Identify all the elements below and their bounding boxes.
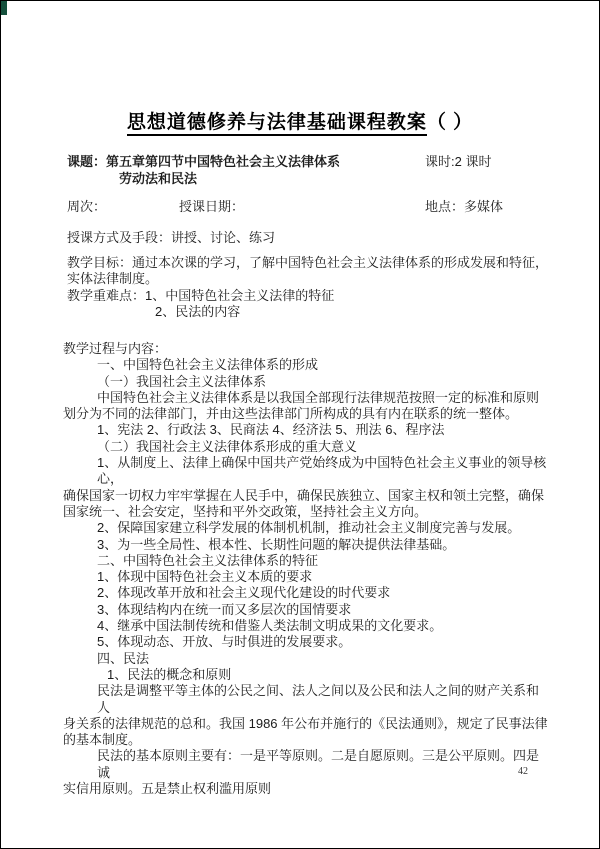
body-line: 四、民法	[97, 650, 150, 666]
date-label: 授课日期：	[179, 199, 245, 214]
topic-subtitle: 劳动法和民法	[119, 171, 198, 186]
body-line: 1、民法的概念和原则	[107, 666, 232, 682]
body-line: 教学过程与内容：	[63, 341, 168, 356]
body-line: 4、继承中国法制传统和借鉴人类法制文明成果的文化要求。	[97, 618, 443, 634]
body-line: 5、体现动态、开放、与时俱进的发展要求。	[97, 634, 352, 650]
body-line: 实信用原则。五是禁止权利滥用原则	[63, 781, 272, 797]
body-line: 2、保障国家建立科学发展的体制机机制，推动社会主义制度完善与发展。	[97, 520, 521, 536]
body-line: 国家统一、社会安定，坚持和平外交政策，坚持社会主义方向。	[63, 503, 428, 519]
document-title-underlined: 思想道德修养与法律基础课程教案	[127, 112, 427, 136]
key-points-line: 2、民法的内容	[155, 303, 241, 319]
document-title	[1, 107, 599, 134]
body-line: 身关系的法律规范的总和。我国 1986 年公布并施行的《民法通则》，规定了民事法律	[63, 715, 548, 731]
body-line: （一）我国社会主义法律体系	[97, 373, 267, 389]
topic-label: 课题：第五章第四节中国特色社会主义法律体系	[67, 154, 341, 169]
body-line: 1、宪法 2、行政法 3、民商法 4、经济法 5、刑法 6、程序法	[97, 422, 445, 438]
location-label: 地点：多媒体	[425, 199, 504, 214]
body-line: 一、中国特色社会主义法律体系的形成	[97, 357, 319, 373]
body-line: 划分为不同的法律部门，并由这些法律部门所构成的具有内在联系的统一整体。	[63, 406, 519, 422]
key-points-line: 教学重难点：1、中国特色社会主义法律的特征	[67, 287, 335, 303]
body-line: 民法是调整平等主体的公民之间、法人之间以及公民和法人之间的财产关系和人	[97, 683, 540, 715]
method-label: 授课方式及手段：讲授、讨论、练习	[67, 230, 276, 245]
scan-artifact-mark	[1, 1, 7, 15]
objective-line: 实体法律制度。	[67, 271, 159, 287]
week-label: 周次：	[67, 199, 107, 214]
body-line: 3、为一些全局性、根本性、长期性问题的解决提供法律基础。	[97, 536, 456, 552]
document-title-suffix: （ ）	[426, 112, 474, 133]
body-line: 确保国家一切权力牢牢掌握在人民手中，确保民族独立、国家主权和领土完整，确保	[63, 487, 545, 503]
body-line: 民法的基本原则主要有：一是平等原则。二是自愿原则。三是公平原则。四是诚	[97, 748, 540, 780]
body-line: 1、体现中国特色社会主义本质的要求	[97, 569, 313, 585]
body-line: 2、体现改革开放和社会主义现代化建设的时代要求	[97, 585, 391, 601]
body-line: 的基本制度。	[63, 732, 142, 748]
objectives-block	[67, 255, 549, 320]
body-line: 中国特色社会主义法律体系是以我国全部现行法律规范按照一定的标准和原则	[97, 389, 540, 405]
body-line: 二、中国特色社会主义法律体系的特征	[97, 552, 319, 568]
body-line: 1、从制度上、法律上确保中国共产党始终成为中国特色社会主义事业的领导核心，	[97, 455, 547, 487]
document-body	[63, 341, 551, 797]
objective-line: 教学目标：通过本次课的学习，了解中国特色社会主义法律体系的形成发展和特征，	[67, 255, 549, 270]
class-hours-label: 课时:2 课时	[425, 154, 492, 169]
body-line: 3、体现结构内在统一而又多层次的国情要求	[97, 601, 352, 617]
page-number: 42	[518, 766, 528, 777]
body-line: （二）我国社会主义法律体系形成的重大意义	[97, 438, 358, 454]
